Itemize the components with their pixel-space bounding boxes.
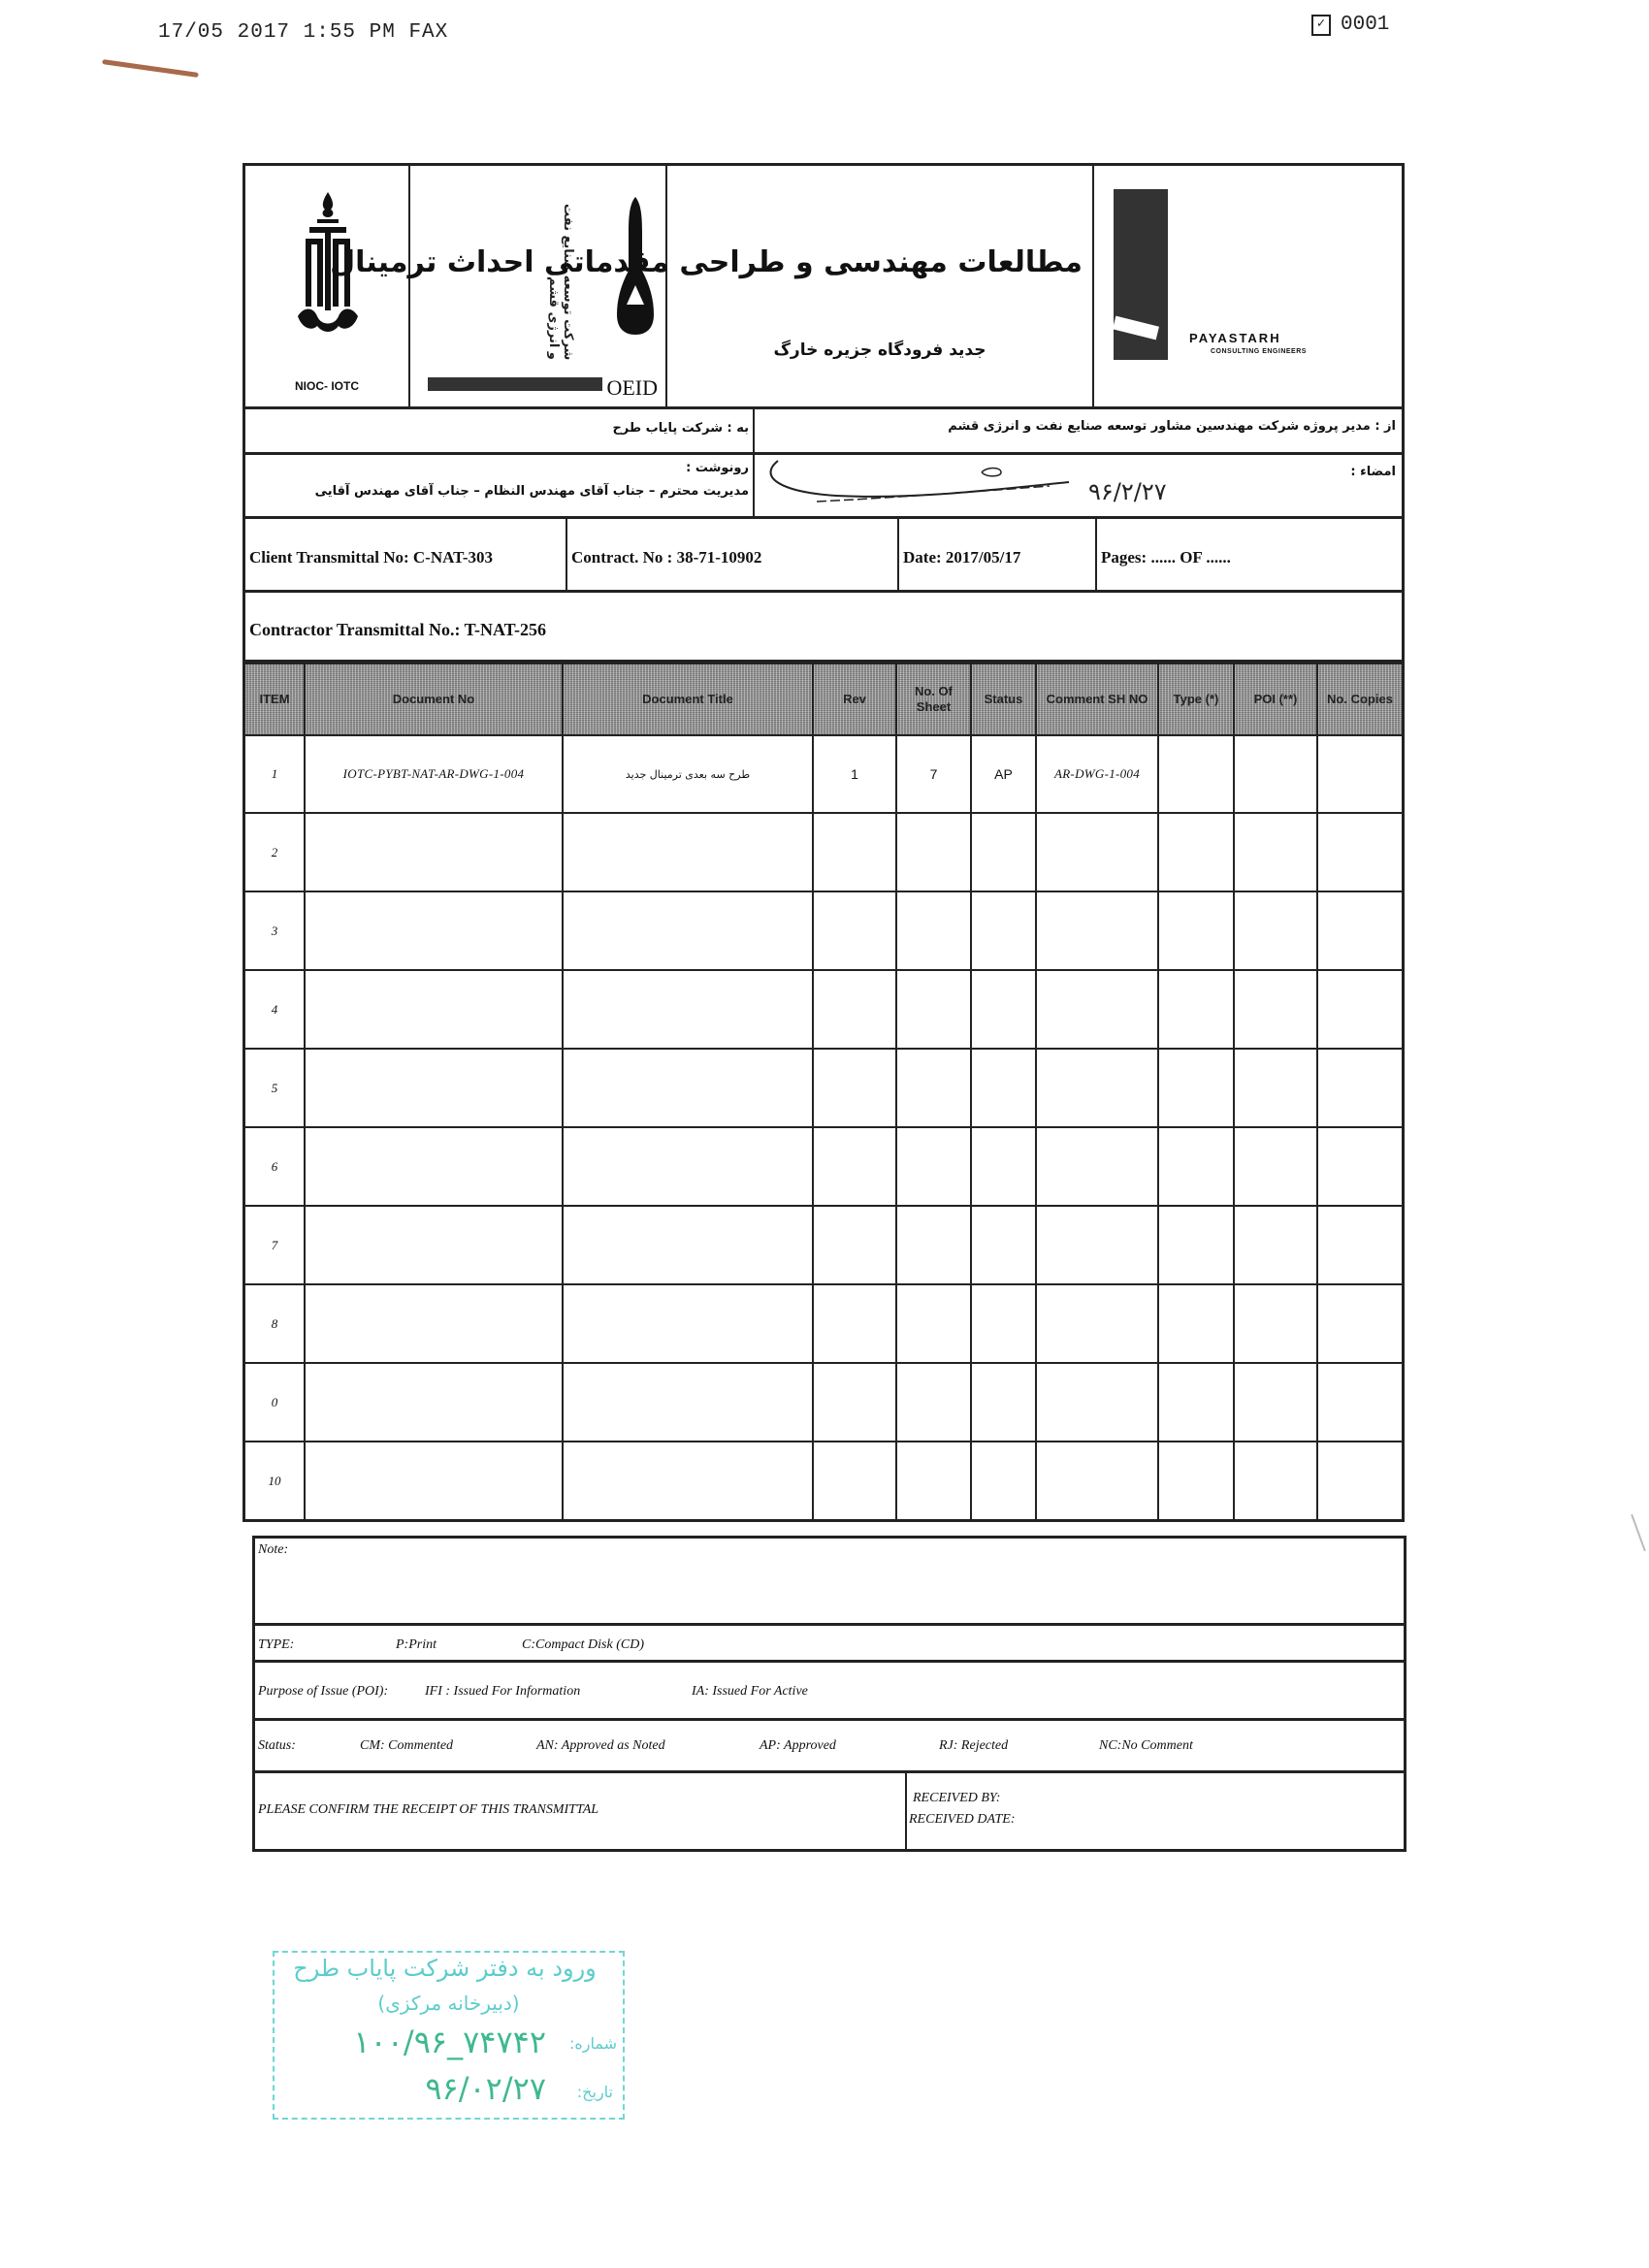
table-row — [245, 891, 1402, 970]
table-header-row — [245, 664, 1402, 735]
cell-poi — [1234, 1127, 1317, 1206]
signature-label: امضاء : — [1350, 465, 1396, 479]
contractor-transmittal-no: Contractor Transmittal No.: T-NAT-256 — [249, 620, 546, 639]
cell-comment-sh — [1036, 1206, 1158, 1284]
cell-sheets — [896, 1127, 971, 1206]
cell-rev — [813, 1049, 896, 1127]
pages-cell — [1097, 519, 1402, 590]
cell-type — [1158, 735, 1234, 813]
cell-comment-sh — [1036, 1442, 1158, 1519]
cell-copies — [1317, 735, 1402, 813]
cell-item: 7 — [245, 1206, 305, 1284]
cell-sheets — [896, 1049, 971, 1127]
status-an: AN: Approved as Noted — [536, 1738, 665, 1753]
stamp-title: ورود به دفتر شرکت پایاب طرح — [293, 1955, 597, 1982]
confirm-cell — [255, 1773, 907, 1849]
column-header: Status — [971, 664, 1036, 735]
cell-document-no — [305, 1127, 563, 1206]
cell-item: 0 — [245, 1363, 305, 1442]
cell-poi — [1234, 891, 1317, 970]
cell-document-title: طرح سه بعدی ترمینال جدید — [563, 735, 813, 813]
to-cell — [245, 409, 755, 452]
cell-status — [971, 1127, 1036, 1206]
cell-poi — [1234, 970, 1317, 1049]
date-cell — [899, 519, 1097, 590]
cell-type — [1158, 1442, 1234, 1519]
info-row — [245, 519, 1402, 593]
contractor-transmittal-cell — [245, 593, 1402, 660]
pen-mark — [102, 59, 199, 78]
cell-comment-sh — [1036, 891, 1158, 970]
cell-copies — [1317, 1442, 1402, 1519]
cell-type — [1158, 1206, 1234, 1284]
stamp-number-value: ۱۰۰/۹۶_۷۴۷۴۲ — [353, 2024, 546, 2060]
oeid-banner-bar — [428, 377, 602, 391]
cell-sheets: 7 — [896, 735, 971, 813]
cell-status — [971, 970, 1036, 1049]
cell-poi — [1234, 1363, 1317, 1442]
cell-type — [1158, 1284, 1234, 1363]
confirm-row — [255, 1773, 1404, 1849]
cell-sheets — [896, 970, 971, 1049]
table-row — [245, 1442, 1402, 1519]
column-header: Type (*) — [1158, 664, 1234, 735]
received-date-label: RECEIVED DATE: — [909, 1812, 1016, 1827]
cell-document-no — [305, 1284, 563, 1363]
cell-rev — [813, 1442, 896, 1519]
note-label: Note: — [258, 1542, 289, 1557]
cell-poi — [1234, 1442, 1317, 1519]
cell-copies — [1317, 1363, 1402, 1442]
cell-poi — [1234, 735, 1317, 813]
cell-type — [1158, 1127, 1234, 1206]
cell-sheets — [896, 1284, 971, 1363]
cc-cell — [245, 455, 755, 516]
cc-recipients: مدیریت محترم – جناب آقای مهندس النظام – جناب آقای مهندس آقایی — [314, 484, 749, 499]
cell-document-no — [305, 813, 563, 891]
cell-item: 4 — [245, 970, 305, 1049]
cell-document-title — [563, 970, 813, 1049]
cell-comment-sh: AR-DWG-1-004 — [1036, 735, 1158, 813]
cell-sheets — [896, 813, 971, 891]
fax-timestamp: 17/05 2017 1:55 PM FAX — [158, 21, 449, 44]
table-row — [245, 735, 1402, 813]
cell-poi — [1234, 813, 1317, 891]
logo-header — [245, 166, 1402, 409]
status-nc: NC:No Comment — [1099, 1738, 1193, 1753]
cell-status — [971, 1049, 1036, 1127]
cc-label: رونوشت : — [686, 461, 749, 475]
cell-comment-sh — [1036, 970, 1158, 1049]
cell-status — [971, 1284, 1036, 1363]
cell-document-title — [563, 1127, 813, 1206]
cell-item: 10 — [245, 1442, 305, 1519]
cell-comment-sh — [1036, 1363, 1158, 1442]
payastarh-logo-cell — [1094, 166, 1402, 406]
cell-copies — [1317, 891, 1402, 970]
from-sender: از : مدیر پروژه شرکت مهندسین مشاور توسعه صنایع نفت و انرژی قشم — [948, 419, 1396, 434]
received-by-label: RECEIVED BY: — [913, 1791, 1001, 1805]
client-transmittal-no: Client Transmittal No: C-NAT-303 — [249, 548, 494, 567]
cell-item: 3 — [245, 891, 305, 970]
cell-copies — [1317, 1127, 1402, 1206]
cell-rev — [813, 1284, 896, 1363]
type-legend-row — [255, 1626, 1404, 1663]
cell-status — [971, 891, 1036, 970]
receipt-cell — [907, 1773, 1404, 1849]
cell-status — [971, 1442, 1036, 1519]
cell-type — [1158, 1049, 1234, 1127]
cell-rev — [813, 891, 896, 970]
column-header: Document No — [305, 664, 563, 735]
cell-document-no: IOTC-PYBT-NAT-AR-DWG-1-004 — [305, 735, 563, 813]
cell-document-title — [563, 1284, 813, 1363]
stamp-subtitle: (دبیرخانه مرکزی) — [377, 1992, 520, 2015]
column-header: Rev — [813, 664, 896, 735]
column-header: Comment SH NO — [1036, 664, 1158, 735]
cell-document-no — [305, 891, 563, 970]
status-ap: AP: Approved — [760, 1738, 836, 1753]
poi-label: Purpose of Issue (POI): — [258, 1684, 389, 1699]
from-cell — [755, 409, 1402, 452]
documents-table — [245, 663, 1402, 1519]
table-row — [245, 1127, 1402, 1206]
transmittal-form — [242, 163, 1405, 1522]
column-header: No. Copies — [1317, 664, 1402, 735]
cell-type — [1158, 970, 1234, 1049]
cell-rev: 1 — [813, 735, 896, 813]
stamp-number-label: شماره: — [568, 2034, 617, 2053]
type-label: TYPE: — [258, 1637, 295, 1652]
cell-document-no — [305, 1363, 563, 1442]
cell-rev — [813, 1206, 896, 1284]
status-rj: RJ: Rejected — [939, 1738, 1009, 1753]
cell-type — [1158, 1363, 1234, 1442]
cell-item: 8 — [245, 1284, 305, 1363]
pages-count: Pages: ...... OF ...... — [1101, 548, 1231, 567]
table-row — [245, 813, 1402, 891]
cell-copies — [1317, 970, 1402, 1049]
contract-cell — [567, 519, 899, 590]
column-header: POI (**) — [1234, 664, 1317, 735]
transmittal-date: Date: 2017/05/17 — [903, 548, 1021, 567]
column-header: No. Of Sheet — [896, 664, 971, 735]
poi-legend-row — [255, 1663, 1404, 1721]
cell-status — [971, 1363, 1036, 1442]
cell-copies — [1317, 1206, 1402, 1284]
cell-copies — [1317, 1284, 1402, 1363]
type-print: P:Print — [396, 1637, 436, 1652]
handwritten-signature — [759, 457, 1263, 515]
poi-ifi: IFI : Issued For Information — [425, 1684, 581, 1699]
cell-status — [971, 1206, 1036, 1284]
table-row — [245, 1363, 1402, 1442]
client-transmittal-cell — [245, 519, 567, 590]
consultant-subtitle: CONSULTING ENGINEERS — [1211, 348, 1307, 355]
cell-copies — [1317, 1049, 1402, 1127]
cell-rev — [813, 970, 896, 1049]
cell-comment-sh — [1036, 813, 1158, 891]
cell-document-no — [305, 970, 563, 1049]
cell-poi — [1234, 1284, 1317, 1363]
consultant-name: PAYASTARH — [1189, 331, 1281, 345]
note-row — [255, 1539, 1404, 1626]
cell-status — [971, 813, 1036, 891]
cell-item: 6 — [245, 1127, 305, 1206]
stamp-date-value: ۹۶/۰۲/۲۷ — [425, 2070, 546, 2107]
fax-page-indicator — [1311, 14, 1389, 36]
cell-document-no — [305, 1049, 563, 1127]
cell-document-title — [563, 891, 813, 970]
cell-document-no — [305, 1442, 563, 1519]
cell-document-no — [305, 1206, 563, 1284]
column-header: ITEM — [245, 664, 305, 735]
cell-document-title — [563, 1206, 813, 1284]
receipt-stamp — [273, 1951, 625, 2120]
cell-item: 2 — [245, 813, 305, 891]
cc-row — [245, 455, 1402, 519]
cell-comment-sh — [1036, 1127, 1158, 1206]
cell-sheets — [896, 1442, 971, 1519]
table-row — [245, 1049, 1402, 1127]
cell-type — [1158, 891, 1234, 970]
table-row — [245, 1206, 1402, 1284]
cell-comment-sh — [1036, 1284, 1158, 1363]
signature-date-note: ۹۶/۲/۲۷ — [1088, 478, 1167, 505]
project-title: مطالعات مهندسی و طراحی مقدماتی احداث ترمینال — [330, 245, 1083, 279]
cell-status: AP — [971, 735, 1036, 813]
cell-item: 1 — [245, 735, 305, 813]
cell-item: 5 — [245, 1049, 305, 1127]
stamp-date-label: تاریخ: — [576, 2083, 613, 2101]
type-cd: C:Compact Disk (CD) — [522, 1637, 644, 1652]
to-recipient: به : شرکت پایاب طرح — [612, 421, 749, 436]
project-subtitle: جدید فرودگاه جزیره خارگ — [773, 340, 986, 360]
cell-copies — [1317, 813, 1402, 891]
cell-poi — [1234, 1206, 1317, 1284]
fax-page-number: 0001 — [1341, 14, 1390, 36]
column-header: Document Title — [563, 664, 813, 735]
nioc-caption: NIOC- IOTC — [295, 379, 359, 393]
cell-sheets — [896, 891, 971, 970]
routing-row — [245, 409, 1402, 455]
table-row — [245, 970, 1402, 1049]
cell-rev — [813, 1127, 896, 1206]
contract-no: Contract. No : 38-71-10902 — [571, 548, 762, 567]
scan-mark — [1631, 1514, 1646, 1551]
oeid-caption: OEID — [606, 375, 658, 400]
signature-cell — [755, 455, 1402, 516]
status-label: Status: — [258, 1738, 296, 1753]
cell-sheets — [896, 1206, 971, 1284]
cell-rev — [813, 813, 896, 891]
cell-rev — [813, 1363, 896, 1442]
cell-document-title — [563, 1442, 813, 1519]
cell-type — [1158, 813, 1234, 891]
poi-ia: IA: Issued For Active — [692, 1684, 808, 1699]
status-legend-row — [255, 1721, 1404, 1773]
cell-sheets — [896, 1363, 971, 1442]
confirm-text: PLEASE CONFIRM THE RECEIPT OF THIS TRANSMITTAL — [258, 1802, 599, 1817]
oeid-company-name: شرکت توسعه صنایع نفت و انرژی قشم — [546, 203, 575, 360]
table-row — [245, 1284, 1402, 1363]
fax-checkbox-icon: ✓ — [1311, 15, 1331, 36]
status-cm: CM: Commented — [360, 1738, 454, 1753]
cell-document-title — [563, 1363, 813, 1442]
contractor-row — [245, 593, 1402, 663]
cell-document-title — [563, 1049, 813, 1127]
cell-poi — [1234, 1049, 1317, 1127]
cell-comment-sh — [1036, 1049, 1158, 1127]
notes-section — [252, 1536, 1406, 1852]
cell-document-title — [563, 813, 813, 891]
